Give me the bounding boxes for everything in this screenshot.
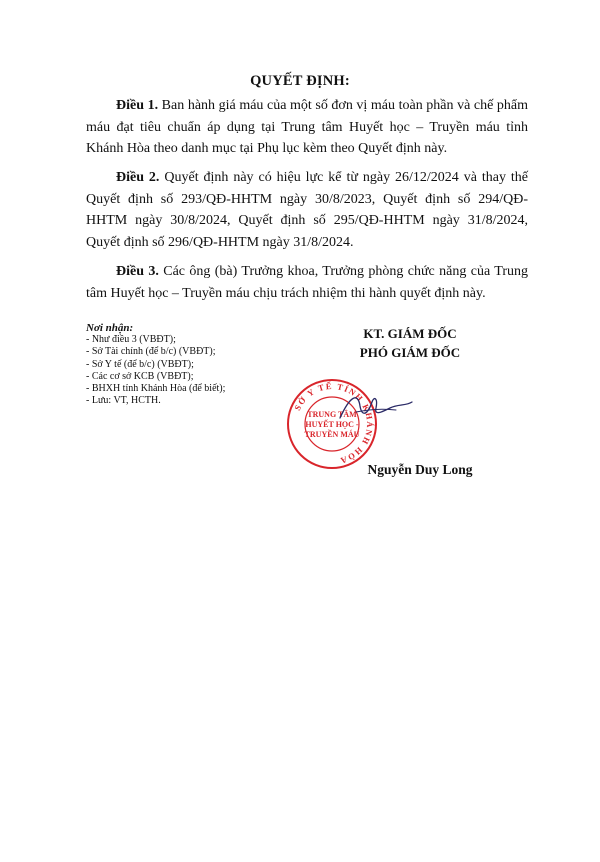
recipients-title: Nơi nhận: xyxy=(86,322,134,334)
article-2-label: Điều 2. xyxy=(116,170,160,185)
article-2-text: Quyết định này có hiệu lực kể từ ngày 26/12/2024 và thay thế Quyết định số 293/QĐ-HHTM ngày 30/8/2023, Quyết định số 294/QĐ-HHTM ngày 30/8/2024, Quyết định số 295/QĐ-HHTM ngày 31/8/2024, Quyết định số 296/QĐ-HHTM ngày 31/8/2024. xyxy=(86,170,528,250)
article-3-text: Các ông (bà) Trưởng khoa, Trưởng phòng chức năng của Trung tâm Huyết học – Truyền máu chịu trách nhiệm thi hành quyết định này. xyxy=(86,264,528,301)
seal-ring-text: SỞ Y TẾ TỈNH KHÁNH HÒA xyxy=(292,380,376,467)
article-3 xyxy=(86,261,528,304)
handwritten-signature-icon xyxy=(336,388,416,428)
signature-title-block xyxy=(335,324,485,362)
decision-heading: QUYẾT ĐỊNH: xyxy=(250,73,350,89)
seal-center-line: HUYẾT HỌC - xyxy=(305,420,359,429)
seal-center-line: TRUYỀN MÁU xyxy=(304,430,360,439)
recipient-item: - Sở Tài chính (để b/c) (VBĐT); xyxy=(86,346,216,358)
article-1-text: Ban hành giá máu của một số đơn vị máu toàn phần và chế phẩm máu đạt tiêu chuẩn áp dụng tại Trung tâm Huyết học – Truyền máu tỉnh Khánh Hòa theo danh mục tại Phụ lục kèm theo Quyết định này. xyxy=(86,98,528,156)
article-1-label: Điều 1. xyxy=(116,98,159,113)
recipient-item: - Các cơ sở KCB (VBĐT); xyxy=(86,370,194,382)
article-3-label: Điều 3. xyxy=(116,264,159,279)
recipient-item: - Sở Y tế (để b/c) (VBĐT); xyxy=(86,358,194,370)
recipient-item: - Lưu: VT, HCTH. xyxy=(86,395,161,407)
seal-center-line: TRUNG TÂM xyxy=(307,410,357,419)
article-1 xyxy=(86,95,528,160)
signature-line-1: KT. GIÁM ĐỐC xyxy=(363,326,457,341)
recipient-item: - BHXH tỉnh Khánh Hòa (để biết); xyxy=(86,383,226,395)
recipient-item: - Như điều 3 (VBĐT); xyxy=(86,334,176,346)
article-2 xyxy=(86,167,528,253)
recipients-list xyxy=(86,322,306,407)
signature-line-2: PHÓ GIÁM ĐỐC xyxy=(359,345,461,360)
signer-name: Nguyễn Duy Long xyxy=(367,462,473,477)
